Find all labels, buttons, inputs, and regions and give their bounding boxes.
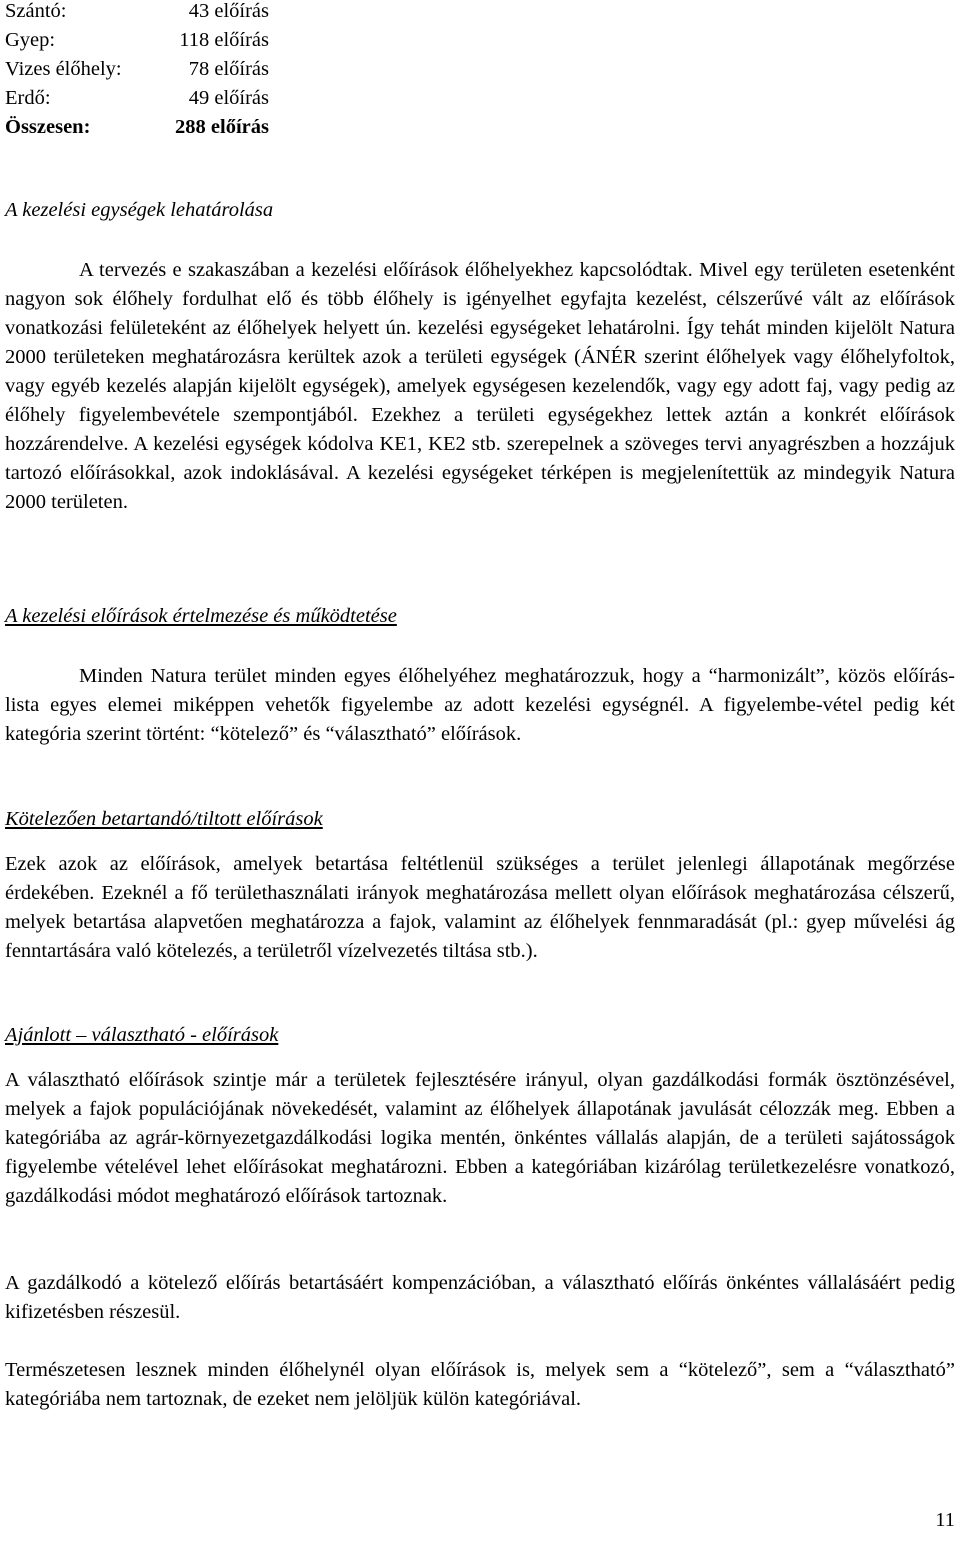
paragraph-optional: A választható előírások szintje már a területek fejlesztésére irányul, olyan gazdálkodási formák ösztönzésével, melyek a fajok populációjának növekedését, valamint az élőhelyek állapotának javulását célozzák meg. Ebben a kategóriába az agrár-környezetgazdálkodási logika mentén, önkéntes vállalás alapján, de a területi sajátosságok figyelembe vételével lehet előírásokat meghatározni. Ebben a kategóriában kizárólag területkezelésre vonatkozó, gazdálkodási módot meghatározó előírások tartoznak. [5, 1069, 955, 1207]
stat-row [5, 55, 269, 84]
paragraph-interpretation: Minden Natura terület minden egyes élőhelyéhez meghatározzuk, hogy a “harmonizált”, közös előírás-lista egyes elemei miképpen vehetők figyelembe az adott kezelési egységnél. A figyelembe-vétel pedig két kategória szerint történt: “kötelező” és “választható” előírások. [5, 665, 955, 745]
stat-row [5, 84, 269, 113]
section-heading-optional: Ajánlott – választható - előírások [5, 1024, 279, 1046]
section-heading-management-units: A kezelési egységek lehatárolása [5, 199, 274, 221]
page-number: 11 [935, 1509, 955, 1531]
paragraph-management-units: A tervezés e szakaszában a kezelési előírások élőhelyekhez kapcsolódtak. Mivel egy területen esetenként nagyon sok élőhely fordulhat elő és több élőhely is igényelhet egyfajta kezelést, célszerűvé vált az előírások vonatkozási felületeként az élőhelyek helyett ún. kezelési egységeket lehatárolni. Így tehát minden kijelölt Natura 2000 területeken meghatározásra kerültek azok a területi egységek (ÁNÉR szerint élőhelyek vagy élőhelyfoltok, vagy egyéb kezelés alapján kijelölt egységek), amelyek egységesen kezelendők, vagy egy adott faj, vagy pedig az élőhely figyelembevétele szempontjából. Ezekhez a területi egységekhez lettek aztán a konkrét előírások hozzárendelve. A kezelési egységek kódolva KE1, KE2 stb. szerepelnek a szöveges tervi anyagrészben a hozzájuk tartozó előírásokkal, azok indoklásával. A kezelési egységeket térképen is megjelenítettük az mindegyik Natura 2000 területen. [5, 259, 955, 513]
stat-value: 78 előírás [188, 58, 269, 80]
paragraph-mandatory: Ezek azok az előírások, amelyek betartása feltétlenül szükséges a terület jelenlegi állapotának megőrzése érdekében. Ezeknél a fő területhasználati irányok meghatározása mellett olyan előírások meghatározása célszerű, melyek betartása alapvetően meghatározza a fajok, valamint az élőhelyek fennmaradását (pl.: gyep művelési ág fenntartására való kötelezés, a területről vízelvezetés tiltása stb.). [5, 853, 955, 962]
paragraph-other-prescriptions: Természetesen lesznek minden élőhelynél olyan előírások is, melyek sem a “kötelező”, sem a “választható” kategóriába nem tartoznak, de ezeket nem jelöljük külön kategóriával. [5, 1359, 955, 1410]
stat-value: 49 előírás [188, 87, 269, 109]
stat-total-label: Összesen: [5, 116, 91, 138]
stat-label: Gyep: [5, 29, 56, 51]
section-heading-mandatory: Kötelezően betartandó/tiltott előírások [5, 808, 323, 830]
paragraph-compensation: A gazdálkodó a kötelező előírás betartásáért kompenzációban, a választható előírás önkéntes vállalásáért pedig kifizetésben részesül. [5, 1272, 955, 1323]
prescription-stats [5, 0, 269, 142]
stat-total-row [5, 113, 269, 142]
section-heading-interpretation: A kezelési előírások értelmezése és működtetése [5, 605, 397, 627]
stat-total-value: 288 előírás [175, 116, 269, 138]
stat-row [5, 0, 269, 26]
stat-label: Erdő: [5, 87, 51, 109]
stat-label: Vizes élőhely: [5, 58, 122, 80]
stat-row [5, 26, 269, 55]
stat-value: 43 előírás [188, 0, 269, 22]
stat-label: Szántó: [5, 0, 67, 22]
stat-value: 118 előírás [179, 29, 269, 51]
